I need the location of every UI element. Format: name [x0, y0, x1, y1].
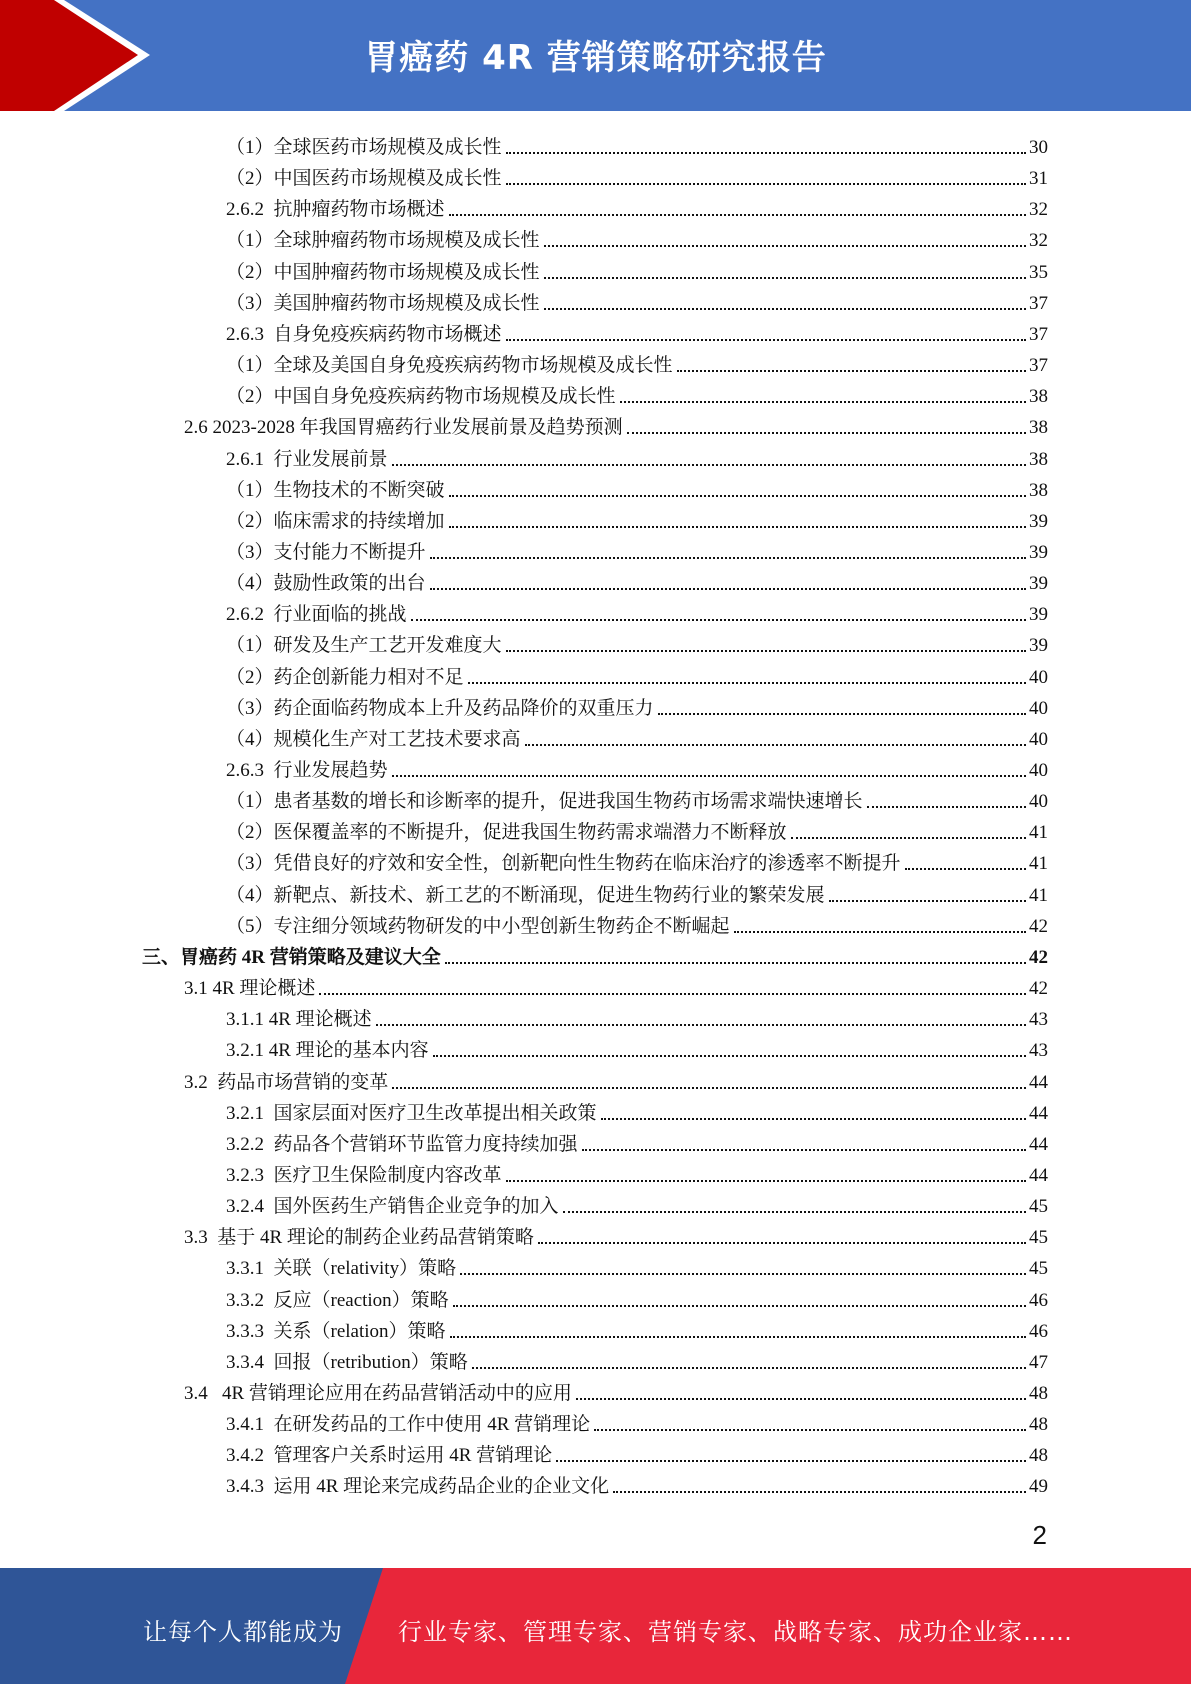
toc-entry-title: 3.2.1 国家层面对医疗卫生改革提出相关政策: [226, 1102, 597, 1124]
toc-entry-page: 44: [1029, 1133, 1048, 1155]
toc-entry-page: 48: [1029, 1414, 1048, 1436]
toc-entry[interactable]: [226, 284, 1048, 315]
toc-entry-title: 2.6.2 抗肿瘤药物市场概述: [226, 199, 445, 221]
toc-entry-title: 2.6.3 自身免疫疾病药物市场概述: [226, 323, 502, 345]
toc-entry-page: 38: [1029, 479, 1048, 501]
toc-entry-page: 46: [1029, 1289, 1048, 1311]
toc-entry-page: 42: [1029, 978, 1048, 1000]
toc-entry-title: 3.2.4 国外医药生产销售企业竞争的加入: [226, 1196, 559, 1218]
toc-entry-page: 31: [1029, 168, 1048, 190]
toc-entry[interactable]: [226, 1436, 1048, 1467]
toc-entry[interactable]: [226, 1000, 1048, 1031]
toc-entry-page: 44: [1029, 1071, 1048, 1093]
toc-entry[interactable]: [184, 1063, 1048, 1094]
toc-entry-title: 3.3 基于 4R 理论的制药企业药品营销策略: [184, 1227, 534, 1249]
toc-dot-leader: [472, 1367, 1026, 1369]
toc-entry[interactable]: [226, 1405, 1048, 1436]
toc-dot-leader: [430, 557, 1026, 559]
toc-entry-page: 38: [1029, 448, 1048, 470]
toc-entry-page: 44: [1029, 1164, 1048, 1186]
toc-entry-page: 45: [1029, 1258, 1048, 1280]
toc-dot-leader: [460, 1273, 1026, 1275]
toc-entry-title: （1）生物技术的不断突破: [226, 479, 445, 501]
toc-entry[interactable]: [226, 751, 1048, 782]
toc-entry[interactable]: [226, 377, 1048, 408]
toc-entry[interactable]: [226, 471, 1048, 502]
toc-entry-title: （4）规模化生产对工艺技术要求高: [226, 728, 521, 750]
toc-entry-title: （1）研发及生产工艺开发难度大: [226, 635, 502, 657]
toc-dot-leader: [411, 619, 1026, 621]
toc-entry-page: 38: [1029, 417, 1048, 439]
toc-dot-leader: [601, 1118, 1026, 1120]
toc-entry-page: 40: [1029, 666, 1048, 688]
toc-entry-page: 39: [1029, 541, 1048, 563]
toc-dot-leader: [867, 806, 1026, 808]
toc-dot-leader: [556, 1460, 1026, 1462]
toc-entry-page: 46: [1029, 1320, 1048, 1342]
toc-entry-page: 37: [1029, 292, 1048, 314]
toc-entry-title: 3.3.1 关联（relativity）策略: [226, 1258, 457, 1280]
page-footer: [0, 1568, 1191, 1684]
toc-dot-leader: [506, 339, 1026, 341]
toc-dot-leader: [538, 1242, 1026, 1244]
toc-entry[interactable]: [226, 128, 1048, 159]
toc-dot-leader: [445, 962, 1026, 964]
toc-entry[interactable]: [184, 1374, 1048, 1405]
toc-entry[interactable]: [226, 221, 1048, 252]
toc-entry-title: （2）医保覆盖率的不断提升，促进我国生物药需求端潜力不断释放: [226, 822, 787, 844]
page-header: [0, 0, 1191, 111]
toc-entry[interactable]: [226, 907, 1048, 938]
toc-dot-leader: [544, 308, 1026, 310]
toc-entry-title: 3.2.1 4R 理论的基本内容: [226, 1040, 429, 1062]
toc-entry-page: 35: [1029, 261, 1048, 283]
toc-entry-page: 42: [1029, 946, 1048, 968]
toc-dot-leader: [449, 495, 1026, 497]
toc-dot-leader: [525, 744, 1026, 746]
toc-dot-leader: [627, 432, 1026, 434]
toc-entry[interactable]: [226, 315, 1048, 346]
toc-entry-title: 3.3.2 反应（reaction）策略: [226, 1289, 449, 1311]
toc-entry[interactable]: [226, 190, 1048, 221]
toc-entry-page: 40: [1029, 728, 1048, 750]
toc-entry-title: 3.3.3 关系（relation）策略: [226, 1320, 446, 1342]
toc-entry-title: 3.2.2 药品各个营销环节监管力度持续加强: [226, 1133, 578, 1155]
toc-dot-leader: [450, 1336, 1026, 1338]
toc-entry[interactable]: [226, 689, 1048, 720]
toc-entry-title: 3.2.3 医疗卫生保险制度内容改革: [226, 1164, 502, 1186]
toc-entry[interactable]: [226, 159, 1048, 190]
toc-dot-leader: [506, 650, 1026, 652]
toc-dot-leader: [468, 682, 1026, 684]
toc-entry-title: （2）药企创新能力相对不足: [226, 666, 464, 688]
toc-entry-page: 45: [1029, 1227, 1048, 1249]
toc-entry-page: 30: [1029, 137, 1048, 158]
toc-entry-page: 39: [1029, 510, 1048, 532]
toc-entry-title: 3.3.4 回报（retribution）策略: [226, 1351, 468, 1373]
toc-entry[interactable]: [142, 938, 1048, 969]
toc-dot-leader: [392, 775, 1026, 777]
toc-dot-leader: [506, 183, 1026, 185]
toc-entry-page: 43: [1029, 1009, 1048, 1031]
toc-dot-leader: [613, 1491, 1026, 1493]
toc-entry-title: （5）专注细分领域药物研发的中小型创新生物药企不断崛起: [226, 915, 730, 937]
toc-entry-title: （4）鼓励性政策的出台: [226, 573, 426, 595]
toc-entry-page: 40: [1029, 791, 1048, 813]
toc-entry[interactable]: [226, 564, 1048, 595]
toc-entry[interactable]: [184, 1218, 1048, 1249]
toc-entry[interactable]: [226, 626, 1048, 657]
toc-entry[interactable]: [226, 844, 1048, 875]
toc-dot-leader: [905, 868, 1026, 870]
toc-entry[interactable]: [226, 720, 1048, 751]
toc-entry-page: 41: [1029, 853, 1048, 875]
toc-entry-page: 44: [1029, 1102, 1048, 1124]
toc-entry-title: 3.4.2 管理客户关系时运用 4R 营销理论: [226, 1445, 553, 1467]
toc-entry-page: 32: [1029, 230, 1048, 252]
toc-entry[interactable]: [226, 1187, 1048, 1218]
toc-entry[interactable]: [226, 1249, 1048, 1280]
toc-entry-page: 32: [1029, 199, 1048, 221]
toc-entry-title: 3.1.1 4R 理论概述: [226, 1009, 372, 1031]
toc-dot-leader: [829, 900, 1026, 902]
toc-entry[interactable]: [184, 408, 1048, 439]
toc-dot-leader: [433, 1055, 1026, 1057]
toc-entry[interactable]: [184, 969, 1048, 1000]
toc-dot-leader: [392, 1087, 1026, 1089]
toc-dot-leader: [582, 1149, 1026, 1151]
toc-dot-leader: [376, 1024, 1026, 1026]
toc-entry-title: （1）全球肿瘤药物市场规模及成长性: [226, 230, 540, 252]
toc-dot-leader: [677, 370, 1026, 372]
toc-dot-leader: [392, 464, 1026, 466]
toc-dot-leader: [791, 837, 1026, 839]
toc-dot-leader: [658, 713, 1026, 715]
footer-slogan-right: 行业专家、管理专家、营销专家、战略专家、成功企业家……: [398, 1618, 1073, 1646]
toc-entry-title: （1）全球及美国自身免疫疾病药物市场规模及成长性: [226, 355, 673, 377]
toc-entry-title: 3.4 4R 营销理论应用在药品营销活动中的应用: [184, 1383, 572, 1404]
toc-entry[interactable]: [226, 253, 1048, 284]
toc-entry[interactable]: [226, 1312, 1048, 1343]
toc-dot-leader: [734, 931, 1026, 933]
toc-entry[interactable]: [226, 813, 1048, 844]
toc-dot-leader: [594, 1429, 1026, 1431]
toc-entry-page: 48: [1029, 1445, 1048, 1467]
toc-entry[interactable]: [226, 1343, 1048, 1374]
toc-entry[interactable]: [226, 346, 1048, 377]
toc-entry[interactable]: [226, 658, 1048, 689]
toc-entry-page: 47: [1029, 1351, 1048, 1373]
toc-entry-page: 40: [1029, 760, 1048, 781]
toc-dot-leader: [576, 1398, 1026, 1400]
toc-entry-title: （2）中国医药市场规模及成长性: [226, 168, 502, 190]
toc-entry-page: 39: [1029, 635, 1048, 657]
toc-entry-page: 41: [1029, 884, 1048, 906]
toc-entry[interactable]: [226, 440, 1048, 471]
toc-entry-title: 2.6.3 行业发展趋势: [226, 760, 388, 781]
report-title: 胃癌药 4R 营销策略研究报告: [364, 38, 827, 78]
toc-entry-title: 3.4.3 运用 4R 理论来完成药品企业的企业文化: [226, 1476, 610, 1498]
toc-entry[interactable]: [226, 1031, 1048, 1062]
toc-entry[interactable]: [226, 1467, 1048, 1498]
toc-entry[interactable]: [226, 1094, 1048, 1125]
toc-entry-title: （2）中国肿瘤药物市场规模及成长性: [226, 261, 540, 283]
toc-dot-leader: [563, 1211, 1026, 1213]
toc-entry[interactable]: [226, 1125, 1048, 1156]
toc-entry-page: 40: [1029, 697, 1048, 719]
toc-entry[interactable]: [226, 1281, 1048, 1312]
toc-entry-page: 48: [1029, 1383, 1048, 1404]
toc-entry-title: 2.6.1 行业发展前景: [226, 448, 388, 470]
toc-entry-title: （1）全球医药市场规模及成长性: [226, 137, 502, 158]
toc-entry-title: （3）凭借良好的疗效和安全性，创新靶向性生物药在临床治疗的渗透率不断提升: [226, 853, 901, 875]
toc-dot-leader: [506, 1180, 1026, 1182]
toc-entry-title: （1）患者基数的增长和诊断率的提升，促进我国生物药市场需求端快速增长: [226, 791, 863, 813]
toc-entry-title: 3.2 药品市场营销的变革: [184, 1071, 389, 1093]
toc-entry-page: 43: [1029, 1040, 1048, 1062]
toc-dot-leader: [449, 214, 1026, 216]
toc-entry-title: 三、胃癌药 4R 营销策略及建议大全: [142, 946, 441, 968]
toc-entry[interactable]: [226, 533, 1048, 564]
toc-dot-leader: [319, 993, 1026, 995]
toc-dot-leader: [544, 245, 1026, 247]
toc-entry-page: 41: [1029, 822, 1048, 844]
toc-dot-leader: [449, 526, 1026, 528]
toc-dot-leader: [620, 401, 1026, 403]
toc-entry-page: 49: [1029, 1476, 1048, 1498]
toc-entry-page: 39: [1029, 604, 1048, 626]
toc-entry-title: （4）新靶点、新技术、新工艺的不断涌现，促进生物药行业的繁荣发展: [226, 884, 825, 906]
toc-entry-title: （2）临床需求的持续增加: [226, 510, 445, 532]
toc-entry[interactable]: [226, 502, 1048, 533]
toc-entry-page: 37: [1029, 323, 1048, 345]
toc-entry-title: 3.4.1 在研发药品的工作中使用 4R 营销理论: [226, 1414, 591, 1436]
toc-entry-page: 38: [1029, 386, 1048, 408]
toc-entry-title: （3）美国肿瘤药物市场规模及成长性: [226, 292, 540, 314]
toc-dot-leader: [430, 588, 1026, 590]
page-number: 2: [1032, 1520, 1047, 1550]
toc-entry[interactable]: [226, 782, 1048, 813]
toc-entry[interactable]: [226, 876, 1048, 907]
toc-entry-title: 2.6.2 行业面临的挑战: [226, 604, 407, 626]
toc-entry-title: （3）药企面临药物成本上升及药品降价的双重压力: [226, 697, 654, 719]
toc-entry[interactable]: [226, 595, 1048, 626]
toc-entry-title: 3.1 4R 理论概述: [184, 978, 316, 1000]
toc-entry-page: 39: [1029, 573, 1048, 595]
footer-slogan-left: 让每个人都能成为: [143, 1618, 343, 1646]
toc-entry-page: 42: [1029, 915, 1048, 937]
toc-entry-page: 45: [1029, 1196, 1048, 1218]
toc-entry-title: （2）中国自身免疫疾病药物市场规模及成长性: [226, 386, 616, 408]
toc-dot-leader: [453, 1305, 1026, 1307]
toc-entry-title: （3）支付能力不断提升: [226, 541, 426, 563]
toc-entry-page: 37: [1029, 355, 1048, 377]
toc-entry[interactable]: [226, 1156, 1048, 1187]
toc-entry-title: 2.6 2023-2028 年我国胃癌药行业发展前景及趋势预测: [184, 417, 623, 439]
toc-dot-leader: [506, 152, 1026, 154]
toc-dot-leader: [544, 277, 1026, 279]
